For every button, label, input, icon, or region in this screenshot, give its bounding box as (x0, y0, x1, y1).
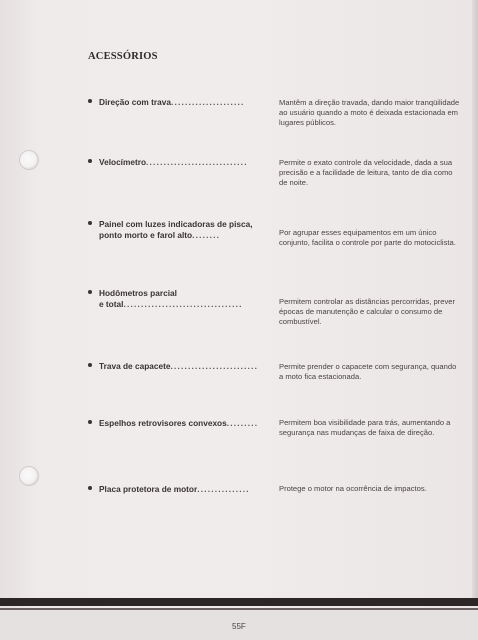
dot-leader: ..................... (170, 97, 245, 107)
page-number: 55F (232, 622, 246, 631)
dot-leader: ............... (197, 484, 250, 494)
accessory-name: Painel com luzes indicadoras de pisca, ponto morto e farol alto........ (99, 219, 253, 240)
bullet-icon (88, 99, 92, 103)
bullet-icon (88, 221, 92, 225)
accessory-name: Hodômetros parcial e total.................................. (99, 288, 243, 309)
accessory-description: Mantêm a direção travada, dando maior tranqüilidade ao usuário quando a moto é deixada estacionada em lugares públicos. (279, 98, 460, 127)
accessory-description: Permite o exato controle da velocidade, dada a sua precisão e a facilidade de leitura, tanto de dia como de noite. (279, 158, 453, 187)
dot-leader: .................................. (123, 298, 243, 309)
section-title: ACESSÓRIOS (88, 51, 158, 62)
accessory-description: Permitem controlar as distâncias percorridas, prever épocas de manutenção e calcular o consumo de combustível. (279, 297, 455, 326)
accessory-description: Por agrupar esses equipamentos em um único conjunto, facilita o controle por parte do motociclista. (279, 228, 456, 247)
accessory-name: Direção com trava..................... (99, 97, 245, 107)
footer-rule-thick (0, 598, 478, 606)
accessory-name: Placa protetora de motor............... (99, 484, 250, 494)
dot-leader: ......... (226, 418, 259, 428)
dot-leader: ......................... (170, 361, 259, 371)
bullet-icon (88, 363, 92, 367)
bullet-icon (88, 159, 92, 163)
accessory-description: Permite prender o capacete com segurança, quando a moto fica estacionada. (279, 362, 457, 381)
binder-hole-top (19, 150, 39, 170)
accessory-name: Trava de capacete......................... (99, 361, 259, 371)
binder-hole-bottom (19, 466, 39, 486)
accessory-description: Protege o motor na ocorrência de impactos. (279, 484, 427, 493)
paper-edge (472, 0, 478, 600)
accessory-name: Espelhos retrovisores convexos......... (99, 418, 259, 428)
dot-leader: ........ (192, 229, 221, 240)
bullet-icon (88, 420, 92, 424)
accessory-name: Velocímetro............................. (99, 157, 248, 167)
dot-leader: ............................. (146, 157, 248, 167)
bullet-icon (88, 290, 92, 294)
accessory-description: Permitem boa visibilidade para trás, aumentando a segurança nas mudanças de faixa de direção. (279, 418, 451, 437)
bullet-icon (88, 486, 92, 490)
